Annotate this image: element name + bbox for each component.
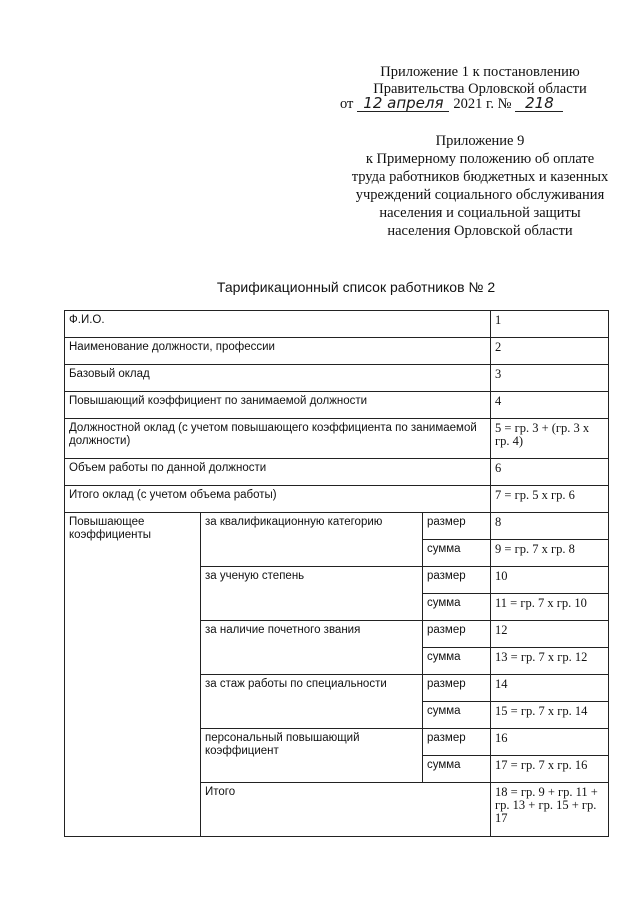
handwritten-number: 218: [515, 96, 563, 112]
size-label: размер: [423, 621, 491, 648]
appendix-line: Приложение 9: [435, 133, 525, 149]
appendix-line: населения Орловской области: [387, 223, 573, 239]
row-label: Объем работы по данной должности: [65, 459, 491, 486]
table-row: [65, 419, 609, 459]
row-label: Должностной оклад (с учетом повышающего коэффициента по занимаемой должности): [65, 419, 491, 459]
column-number: 3: [491, 365, 609, 392]
coefficient-sum: 15 = гр. 7 х гр. 14: [491, 702, 609, 729]
coefficient-name: за квалификационную категорию: [201, 513, 423, 567]
table-row: [65, 311, 609, 338]
sum-label: сумма: [423, 756, 491, 783]
sum-label: сумма: [423, 594, 491, 621]
coefficient-size: 8: [491, 513, 609, 540]
coefficient-size: 12: [491, 621, 609, 648]
row-label: Ф.И.О.: [65, 311, 491, 338]
row-label: Наименование должности, профессии: [65, 338, 491, 365]
coefficient-name: за ученую степень: [201, 567, 423, 621]
appendix-header: [330, 132, 630, 240]
header-line-1: Приложение 1 к постановлению: [380, 64, 580, 80]
appendix-line: к Примерному положению об оплате: [365, 151, 595, 167]
coefficient-size: 16: [491, 729, 609, 756]
column-formula: 7 = гр. 5 х гр. 6: [491, 486, 609, 513]
coefficient-name: за наличие почетного звания: [201, 621, 423, 675]
appendix-line: учреждений социального обслуживания: [355, 187, 605, 203]
coefficients-group-label: Повышающее коэффициенты: [65, 513, 201, 837]
header-line-2: Правительства Орловской области: [373, 81, 587, 97]
size-label: размер: [423, 729, 491, 756]
size-label: размер: [423, 513, 491, 540]
column-number: 2: [491, 338, 609, 365]
row-label: Повышающий коэффициент по занимаемой должности: [65, 392, 491, 419]
table-row: [65, 486, 609, 513]
coefficient-size: 10: [491, 567, 609, 594]
coefficient-name: персональный повышающий коэффициент: [201, 729, 423, 783]
column-number: 6: [491, 459, 609, 486]
appendix-line: населения и социальной защиты: [379, 205, 581, 221]
coefficient-sum: 11 = гр. 7 х гр. 10: [491, 594, 609, 621]
sum-label: сумма: [423, 540, 491, 567]
column-number: 4: [491, 392, 609, 419]
total-label: Итого: [201, 783, 491, 837]
column-formula: 5 = гр. 3 + (гр. 3 х гр. 4): [491, 419, 609, 459]
sum-label: сумма: [423, 702, 491, 729]
table-title: Тарификационный список работников № 2: [216, 279, 496, 295]
table-row: [65, 365, 609, 392]
table-row: [65, 513, 609, 540]
resolution-header: [330, 64, 630, 98]
row-label: Итого оклад (с учетом объема работы): [65, 486, 491, 513]
column-number: 1: [491, 311, 609, 338]
coefficient-sum: 13 = гр. 7 х гр. 12: [491, 648, 609, 675]
coefficient-sum: 9 = гр. 7 х гр. 8: [491, 540, 609, 567]
total-formula: 18 = гр. 9 + гр. 11 + гр. 13 + гр. 15 + гр. 17: [491, 783, 609, 837]
coefficient-size: 14: [491, 675, 609, 702]
date-year: 2021 г. №: [453, 96, 512, 112]
coefficient-name: за стаж работы по специальности: [201, 675, 423, 729]
sum-label: сумма: [423, 648, 491, 675]
size-label: размер: [423, 567, 491, 594]
row-label: Базовый оклад: [65, 365, 491, 392]
appendix-line: труда работников бюджетных и казенных: [351, 169, 609, 185]
date-prefix: от: [340, 96, 354, 112]
table-row: [65, 338, 609, 365]
coefficient-sum: 17 = гр. 7 х гр. 16: [491, 756, 609, 783]
size-label: размер: [423, 675, 491, 702]
table-row: [65, 392, 609, 419]
handwritten-date: 12 апреля: [357, 96, 449, 112]
resolution-date-line: [340, 96, 640, 113]
table-row: [65, 459, 609, 486]
tariff-table: [64, 310, 609, 837]
